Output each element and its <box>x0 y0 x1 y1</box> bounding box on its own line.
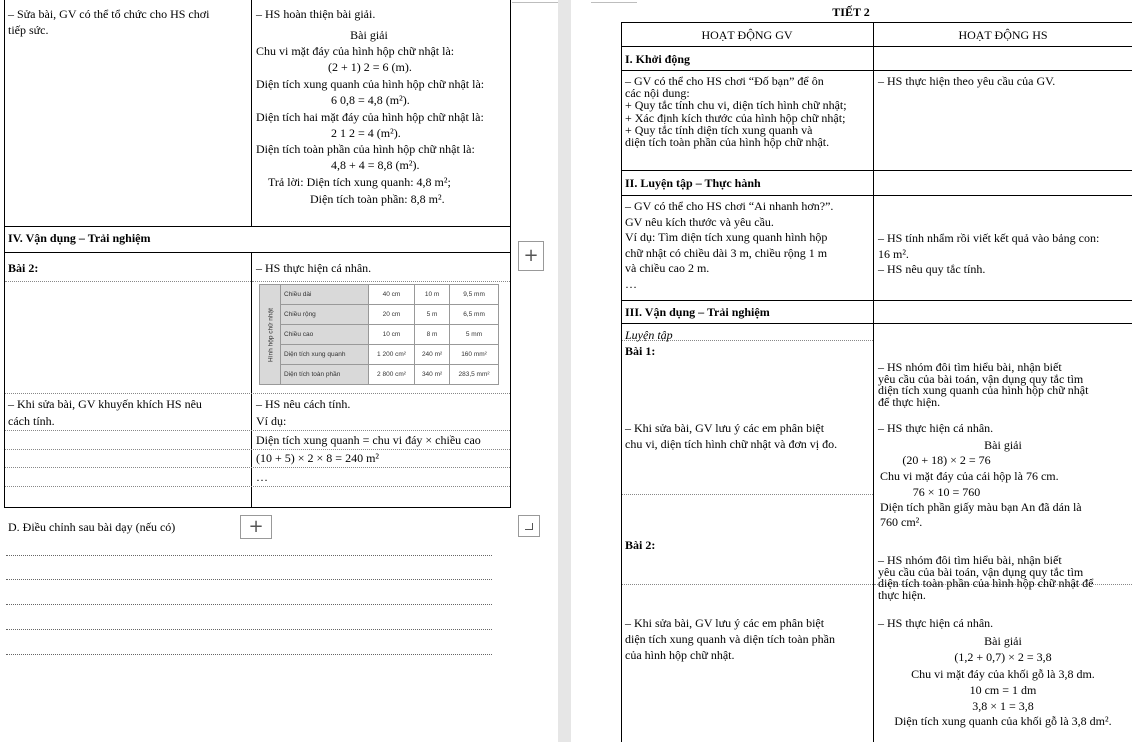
gv-text: chu vi, diện tích hình chữ nhật và đơn vị đo. <box>625 437 838 451</box>
row-divider <box>621 300 1132 301</box>
gv-text: + Quy tắc tính chu vi, diện tích hình chữ nhật; <box>625 98 847 113</box>
hs-text: – HS nêu quy tắc tính. <box>878 262 986 276</box>
solution-line: Diện tích hai mặt đáy của hình hộp chữ nhật là: <box>256 110 484 124</box>
hs-text: – HS thực hiện cá nhân. <box>878 421 994 435</box>
blank-line <box>6 555 492 556</box>
solution-line: Diện tích xung quanh của khối gỗ là 3,8 dm². <box>894 714 1112 728</box>
table-cell: 340 m² <box>415 365 450 385</box>
solution-line: 760 cm². <box>880 515 923 529</box>
solution-line: (20 + 18) × 2 = 76 <box>902 453 991 467</box>
row-leader <box>5 486 510 487</box>
answer-line: Trả lời: Diện tích xung quanh: 4,8 m²; <box>268 175 451 189</box>
add-row-button[interactable]: + <box>240 515 272 539</box>
column-divider <box>251 252 252 508</box>
table-border <box>621 22 622 742</box>
gv-text: cách tính. <box>8 414 55 428</box>
hs-text: diện tích xung quanh của hình hộp chữ nhật <box>878 383 1089 397</box>
row-leader <box>622 494 873 495</box>
solution-expr: 6 0,8 = 4,8 (m²). <box>331 93 410 107</box>
ellipsis: … <box>256 470 268 484</box>
gv-text: chữ nhật có chiều dài 3 m, chiều rộng 1 m <box>625 245 828 260</box>
table-row-label: Diện tích toàn phần <box>281 365 369 385</box>
solution-line: 3,8 × 1 = 3,8 <box>972 699 1034 713</box>
solution-line: 76 × 10 = 760 <box>912 485 981 499</box>
solution-line: 10 cm = 1 dm <box>969 683 1037 697</box>
row-divider <box>4 226 511 227</box>
row-divider <box>621 46 1132 47</box>
table-row <box>281 365 499 385</box>
gv-text: diện tích xung quanh và diện tích toàn phần <box>625 632 835 646</box>
solution-line: Diện tích phần giấy màu bạn An đã dán là <box>880 500 1082 514</box>
blank-line <box>6 654 492 655</box>
gv-text: của hình hộp chữ nhật. <box>625 648 735 662</box>
section-heading-d: D. Điều chỉnh sau bài dạy (nếu có) <box>8 520 176 534</box>
hs-text: – HS hoàn thiện bài giải. <box>256 7 376 21</box>
table-cell: 20 cm <box>368 305 414 325</box>
row-leader <box>5 281 251 282</box>
gv-text: Ví dụ: Tìm diện tích xung quanh hình hộp <box>625 230 828 244</box>
solution-line: Diện tích xung quanh của hình hộp chữ nhật là: <box>256 77 485 91</box>
answer-line: Diện tích toàn phần: 8,8 m². <box>310 192 445 206</box>
table-cell: 10 m <box>415 285 450 305</box>
hs-text: – HS tính nhẩm rồi viết kết quả vào bảng con: <box>878 231 1100 245</box>
table-row-label: Chiều dài <box>281 285 369 305</box>
hs-text: – HS nêu cách tính. <box>256 397 351 411</box>
hs-text: diện tích toàn phần của hình hộp chữ nhật để <box>878 576 1094 590</box>
table-cell: 160 mm² <box>450 345 499 365</box>
hs-text: Ví dụ: <box>256 414 287 428</box>
hs-text: yêu cầu của bài toán, vận dụng quy tắc tìm <box>878 371 1084 386</box>
hs-calc: (10 + 5) × 2 × 8 = 240 m² <box>256 451 379 465</box>
solution-line: Chu vi mặt đáy của khối gỗ là 3,8 dm. <box>911 667 1095 681</box>
table-cell: 1 200 cm² <box>368 345 414 365</box>
table-cell: 40 cm <box>368 285 414 305</box>
hs-text: thực hiện. <box>878 587 926 602</box>
gv-text: + Xác định kích thước của hình hộp chữ nhật; <box>625 110 846 125</box>
section-heading: I. Khởi động <box>625 52 691 66</box>
hs-text: – HS thực hiện cá nhân. <box>256 261 372 275</box>
exercise-label: Bài 1: <box>625 344 656 358</box>
hs-formula: Diện tích xung quanh = chu vi đáy × chiều cao <box>256 433 481 447</box>
exercise-label: Bài 2: <box>625 538 656 552</box>
right-page <box>571 0 1132 742</box>
solution-title: Bài giải <box>350 28 388 42</box>
table-row-label: Diện tích xung quanh <box>281 345 369 365</box>
exercise-label: Bài 2: <box>8 261 39 275</box>
solution-expr: 4,8 + 4 = 8,8 (m²). <box>331 158 420 172</box>
column-header-gv: HOẠT ĐỘNG GV <box>701 28 793 42</box>
page-top-rule <box>591 2 637 3</box>
solution-line: Diện tích toàn phần của hình hộp chữ nhật là: <box>256 142 475 156</box>
table-cell: 5 mm <box>450 325 499 345</box>
section-heading: IV. Vận dụng – Trải nghiệm <box>8 231 151 245</box>
solution-line: Chu vi mặt đáy của hình hộp chữ nhật là: <box>256 44 455 58</box>
solution-line: (1,2 + 0,7) × 2 = 3,8 <box>954 650 1052 664</box>
lesson-title: TIẾT 2 <box>832 5 870 19</box>
dimensions-table <box>280 284 499 385</box>
row-divider <box>621 195 1132 196</box>
gv-text: – Khi sửa bài, GV lưu ý các em phân biệt <box>625 421 825 435</box>
add-column-button[interactable]: + <box>518 241 544 271</box>
table-cell: 2 800 cm² <box>368 365 414 385</box>
table-cell: 10 cm <box>368 325 414 345</box>
left-page <box>0 0 558 742</box>
row-leader <box>5 393 510 394</box>
table-cell: 8 m <box>415 325 450 345</box>
page-top-rule <box>512 2 558 3</box>
gv-text: tiếp sức. <box>8 23 49 37</box>
gv-text: các nội dung: <box>625 86 690 101</box>
solution-line: Chu vi mặt đáy của cái hộp là 76 cm. <box>880 469 1059 483</box>
gv-text: + Quy tắc tính diện tích xung quanh và <box>625 122 813 137</box>
hs-text: – HS thực hiện cá nhân. <box>878 616 994 630</box>
table-row <box>281 285 499 305</box>
column-header-hs: HOẠT ĐỘNG HS <box>958 28 1048 42</box>
section-heading: II. Luyện tập – Thực hành <box>625 176 761 190</box>
table-row <box>281 345 499 365</box>
table-row <box>281 305 499 325</box>
table-border <box>510 0 511 508</box>
row-divider <box>621 170 1132 171</box>
row-leader <box>5 449 510 450</box>
table-cell: 240 m² <box>415 345 450 365</box>
table-row <box>281 325 499 345</box>
hs-text: – HS nhóm đôi tìm hiểu bài, nhận biết <box>878 360 1062 374</box>
hs-text: để thực hiện. <box>878 394 941 409</box>
solution-expr: 2 1 2 = 4 (m²). <box>331 126 401 140</box>
row-divider <box>621 70 1132 71</box>
gv-text: – GV có thể cho HS chơi “Đố bạn” để ôn <box>625 74 824 88</box>
table-border <box>621 22 1132 23</box>
gv-text: – Sửa bài, GV có thể tổ chức cho HS chơi <box>8 7 210 21</box>
table-border <box>4 0 5 508</box>
row-leader <box>622 584 873 585</box>
hs-text: – HS thực hiện theo yêu cầu của GV. <box>878 74 1056 88</box>
blank-line <box>6 604 492 605</box>
gv-text: – Khi sửa bài, GV lưu ý các em phân biệt <box>625 616 825 630</box>
table-row-label: Chiều cao <box>281 325 369 345</box>
hs-text: 16 m². <box>878 246 909 261</box>
subheading: Luyện tập <box>625 328 673 342</box>
hs-text: yêu cầu của bài toán, vận dụng quy tắc tìm <box>878 564 1084 579</box>
table-row-label: Chiều rộng <box>281 305 369 325</box>
gv-text: … <box>625 276 637 291</box>
row-leader <box>252 281 510 282</box>
table-side-label: Hình hộp chữ nhật <box>259 284 282 385</box>
gv-text: diện tích toàn phần của hình hộp chữ nhật. <box>625 135 830 149</box>
hs-text: – HS nhóm đôi tìm hiểu bài, nhận biết <box>878 553 1062 567</box>
row-divider <box>621 323 1132 324</box>
table-cell: 9,5 mm <box>450 285 499 305</box>
table-cell: 5 m <box>415 305 450 325</box>
section-heading: III. Vận dụng – Trải nghiệm <box>625 305 770 319</box>
gv-text: và chiều cao 2 m. <box>625 261 710 275</box>
solution-line: Bài giải <box>984 634 1022 648</box>
row-leader <box>5 430 510 431</box>
row-divider <box>4 252 511 253</box>
table-cell: 6,5 mm <box>450 305 499 325</box>
row-leader <box>5 467 510 468</box>
blank-line <box>6 629 492 630</box>
solution-expr: (2 + 1) 2 = 6 (m). <box>328 60 412 74</box>
table-resize-handle[interactable] <box>518 515 540 537</box>
page-gutter <box>558 0 571 742</box>
table-border <box>4 507 511 508</box>
gv-text: GV nêu kích thước và yêu cầu. <box>625 214 774 229</box>
blank-line <box>6 579 492 580</box>
solution-line: Bài giải <box>984 438 1022 452</box>
table-cell: 283,5 mm² <box>450 365 499 385</box>
gv-text: – Khi sửa bài, GV khuyến khích HS nêu <box>8 397 202 411</box>
gv-text: – GV có thể cho HS chơi “Ai nhanh hơn?”. <box>625 199 834 213</box>
